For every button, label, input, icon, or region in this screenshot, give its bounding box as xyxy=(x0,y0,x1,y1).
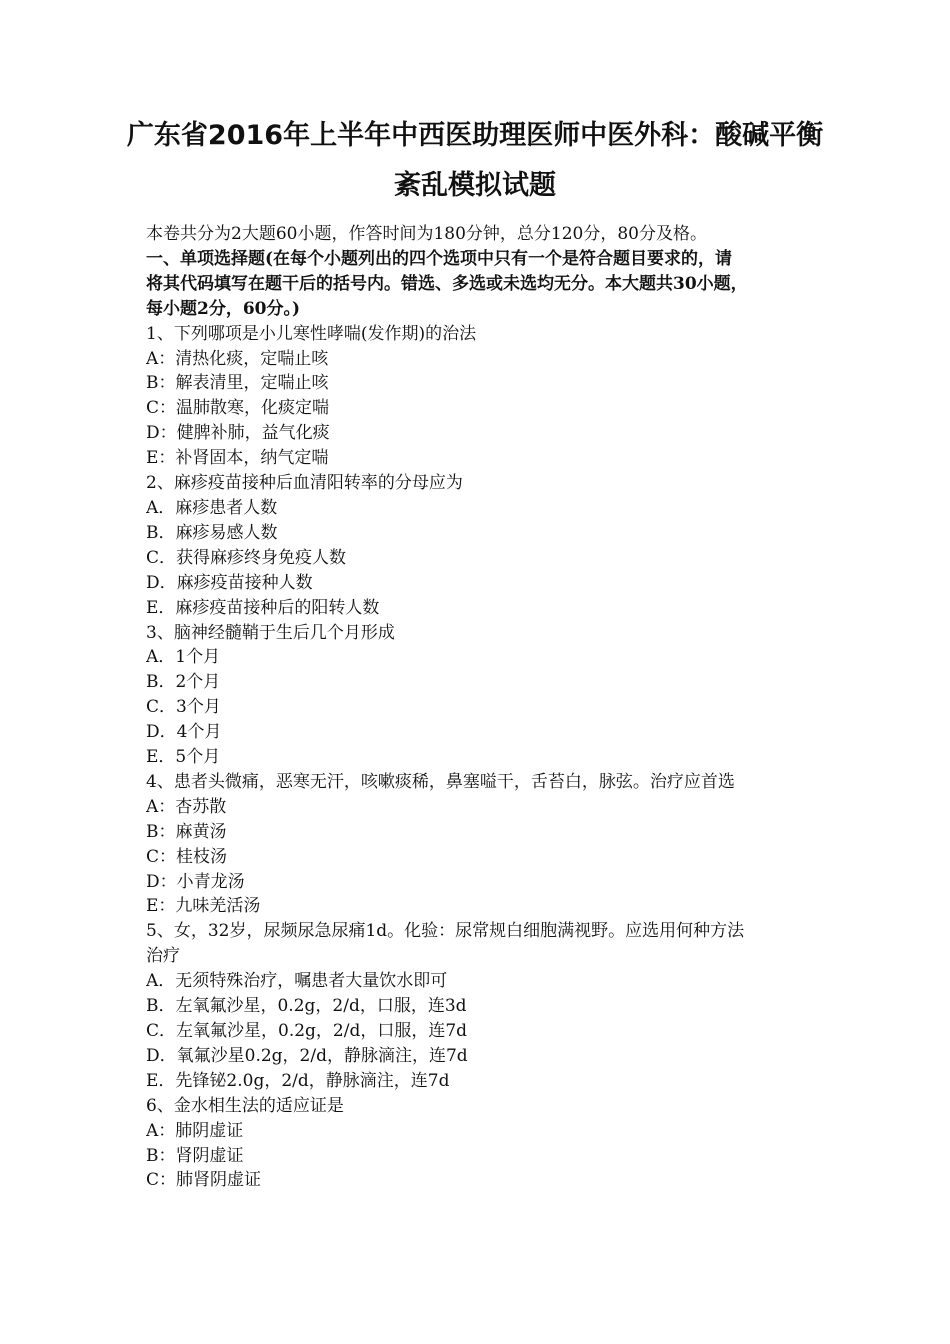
question-1 xyxy=(146,322,816,471)
question-stem: 3、脑神经髓鞘于生后几个月形成 xyxy=(146,622,395,643)
answer-option: C．3个月 xyxy=(146,697,221,718)
question-6 xyxy=(146,1094,816,1194)
answer-option: A：肺阴虚证 xyxy=(146,1120,244,1141)
answer-option: D：健脾补肺，益气化痰 xyxy=(146,423,330,444)
answer-option: A：杏苏散 xyxy=(146,796,227,817)
question-2 xyxy=(146,471,816,620)
answer-option: A．麻疹患者人数 xyxy=(146,497,278,518)
document-title-line-2: 紊乱模拟试题 xyxy=(394,170,556,201)
answer-option: C：桂枝汤 xyxy=(146,846,228,867)
question-5 xyxy=(146,919,816,1093)
question-stem: 6、金水相生法的适应证是 xyxy=(146,1095,344,1116)
answer-option: B：麻黄汤 xyxy=(146,821,227,842)
answer-option: B．麻疹易感人数 xyxy=(146,522,278,543)
answer-option: C：温肺散寒，化痰定喘 xyxy=(146,398,330,419)
answer-option: C．获得麻疹终身免疫人数 xyxy=(146,547,347,568)
document-body xyxy=(146,222,816,1193)
question-4 xyxy=(146,770,816,919)
section-heading xyxy=(146,247,816,322)
answer-option: D：小青龙汤 xyxy=(146,871,245,892)
answer-option: E．麻疹疫苗接种后的阳转人数 xyxy=(146,597,380,618)
question-3 xyxy=(146,621,816,770)
answer-option: B．左氧氟沙星，0.2g，2/d，口服，连3d xyxy=(146,996,467,1017)
section-heading-line: 将其代码填写在题干后的括号内。错选、多选或未选均无分。本大题共30小题， xyxy=(146,273,748,294)
answer-option: C：肺肾阴虚证 xyxy=(146,1170,262,1191)
question-stem: 4、患者头微痛，恶寒无汗，咳嗽痰稀，鼻塞嗌干，舌苔白，脉弦。治疗应首选 xyxy=(146,771,735,792)
answer-option: D．麻疹疫苗接种人数 xyxy=(146,572,313,593)
section-heading-line: 一、单项选择题(在每个小题列出的四个选项中只有一个是符合题目要求的，请 xyxy=(146,248,733,269)
answer-option: D．氧氟沙星0.2g，2/d，静脉滴注，连7d xyxy=(146,1045,468,1066)
answer-option: B．2个月 xyxy=(146,672,221,693)
exam-intro: 本卷共分为2大题60小题，作答时间为180分钟，总分120分，80分及格。 xyxy=(146,224,707,244)
answer-option: E：补肾固本，纳气定喘 xyxy=(146,448,329,469)
answer-option: E．5个月 xyxy=(146,747,221,768)
answer-option: A．无须特殊治疗，嘱患者大量饮水即可 xyxy=(146,971,448,992)
answer-option: E：九味羌活汤 xyxy=(146,896,261,917)
question-stem-continued: 治疗 xyxy=(146,946,180,967)
question-stem: 1、下列哪项是小儿寒性哮喘(发作期)的治法 xyxy=(146,323,477,344)
answer-option: B：肾阴虚证 xyxy=(146,1145,244,1166)
section-heading-line: 每小题2分，60分。) xyxy=(146,298,301,319)
answer-option: D．4个月 xyxy=(146,722,222,743)
answer-option: A．1个月 xyxy=(146,647,221,668)
answer-option: C．左氧氟沙星，0.2g，2/d，口服，连7d xyxy=(146,1021,468,1041)
answer-option: E．先锋铋2.0g，2/d，静脉滴注，连7d xyxy=(146,1070,450,1091)
answer-option: B：解表清里，定喘止咳 xyxy=(146,373,329,394)
answer-option: A：清热化痰，定喘止咳 xyxy=(146,348,329,369)
document-title-line-1: 广东省2016年上半年中西医助理医师中医外科：酸碱平衡 xyxy=(126,120,824,151)
question-stem: 5、女，32岁，尿频尿急尿痛1d。化验：尿常规白细胞满视野。应选用何种方法 xyxy=(146,921,745,942)
question-stem: 2、麻疹疫苗接种后血清阳转率的分母应为 xyxy=(146,473,463,494)
